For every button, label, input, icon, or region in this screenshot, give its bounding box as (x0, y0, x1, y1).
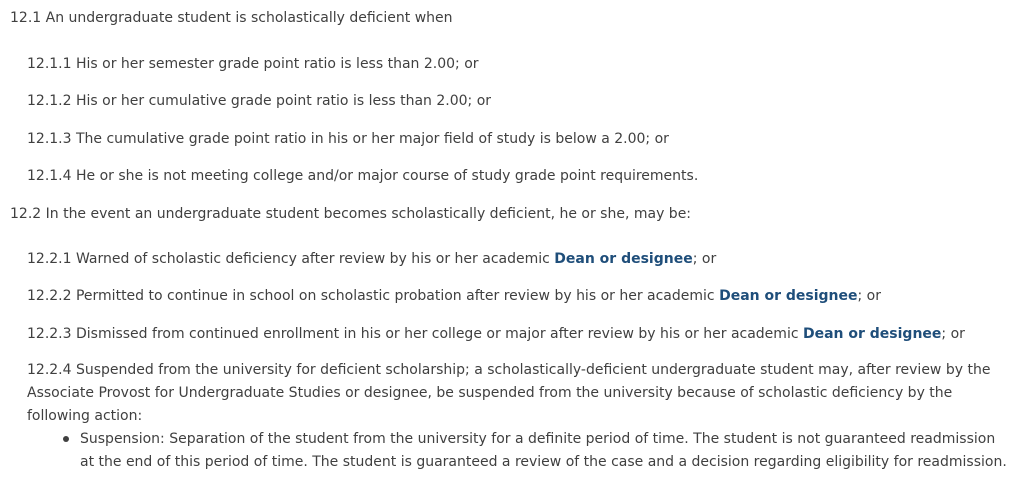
suspension-bullet-item: Suspension: Separation of the student from the university for a definite period of time. The student is not guaranteed readmission at the end of this period of time. The student is guaranteed a review of the case and a decision regarding eligibility for readmission. (80, 431, 1007, 470)
item-12-2-1-suffix: ; or (692, 251, 717, 267)
item-12-2-3-text: 12.2.3 Dismissed from continued enrollment in his or her college or major after review by his or her academic (27, 326, 803, 342)
item-12-2-2 (27, 286, 881, 306)
item-12-2-2-text: 12.2.2 Permitted to continue in school on scholastic probation after review by his or her academic (27, 288, 720, 304)
item-12-2-4: 12.2.4 Suspended from the university for deficient scholarship; a scholastically-deficient undergraduate student may, after review by the Associate Provost for Undergraduate Studies or designee, be suspended from the university because of scholastic deficiency by the following action: (27, 362, 991, 424)
section-12-1-heading: 12.1 An undergraduate student is scholastically deficient when (10, 10, 453, 26)
dean-or-designee-link[interactable]: Dean or designee (802, 326, 942, 342)
item-12-1-3: 12.1.3 The cumulative grade point ratio in his or her major field of study is below a 2.00; or (27, 131, 669, 147)
item-12-2-3-suffix: ; or (941, 326, 965, 342)
item-12-2-1 (27, 249, 716, 269)
item-12-1-2: 12.1.2 His or her cumulative grade point ratio is less than 2.00; or (27, 93, 492, 109)
bullet-icon (63, 436, 69, 442)
section-12-2-heading: 12.2 In the event an undergraduate student becomes scholastically deficient, he or she, may be: (10, 206, 692, 222)
dean-or-designee-link[interactable]: Dean or designee (719, 288, 858, 304)
item-12-1-4: 12.1.4 He or she is not meeting college and/or major course of study grade point requirements. (27, 168, 699, 184)
item-12-2-1-text: 12.2.1 Warned of scholastic deficiency after review by his or her academic (27, 251, 555, 267)
dean-or-designee-link[interactable]: Dean or designee (554, 251, 693, 267)
item-12-1-1: 12.1.1 His or her semester grade point ratio is less than 2.00; or (27, 56, 479, 72)
item-12-2-3 (27, 324, 965, 344)
item-12-2-2-suffix: ; or (857, 288, 882, 304)
